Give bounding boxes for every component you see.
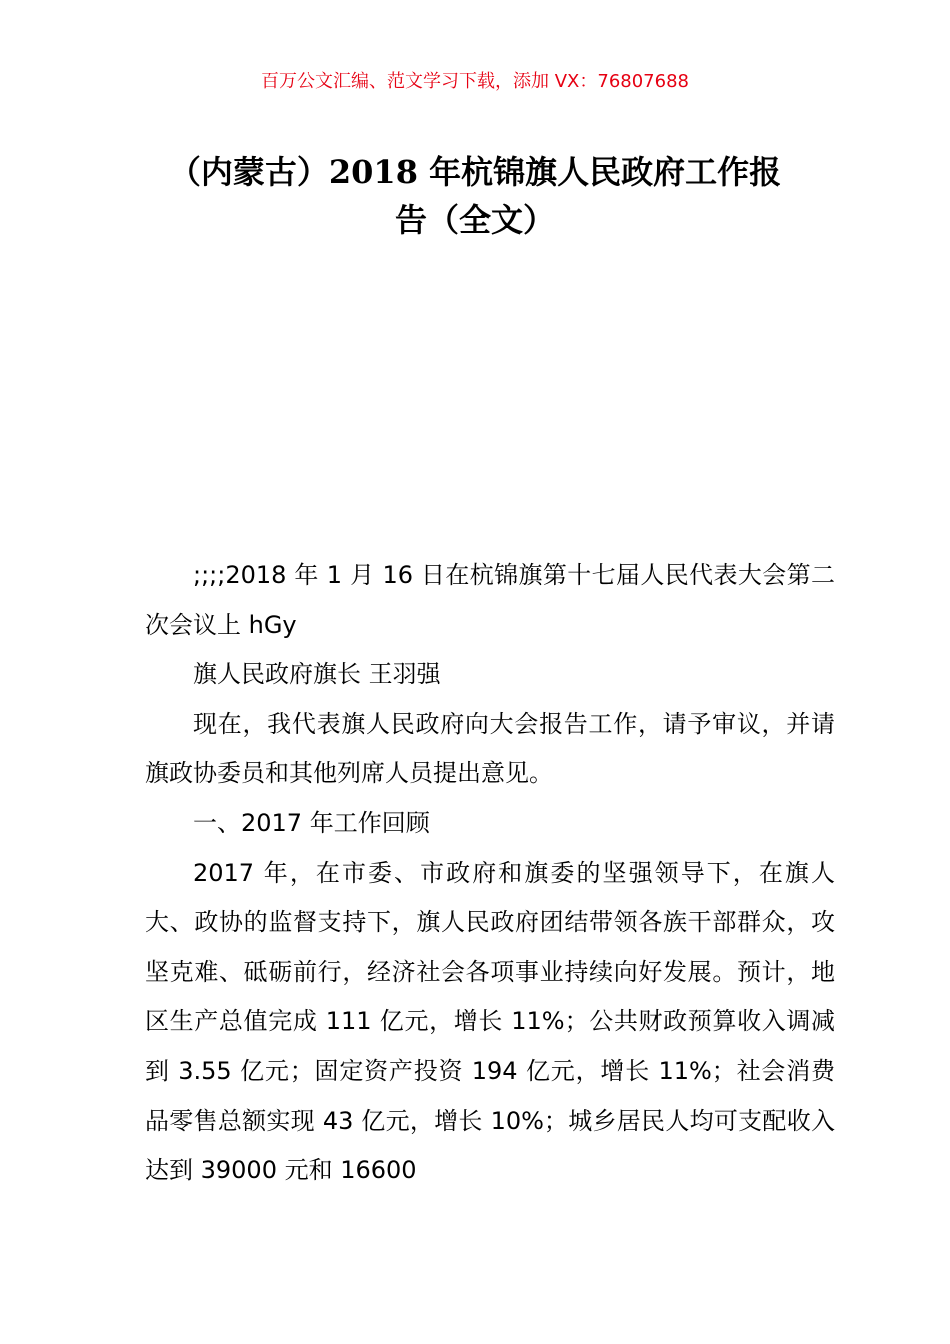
- intro-paragraph: 现在，我代表旗人民政府向大会报告工作，请予审议，并请旗政协委员和其他列席人员提出意见。: [145, 709, 835, 788]
- section-heading: 一、2017 年工作回顾: [193, 808, 430, 837]
- title-line-1: （内蒙古）2018 年杭锦旗人民政府工作报: [168, 153, 782, 191]
- meeting-info-paragraph: ;;;;2018 年 1 月 16 日在杭锦旗第十七届人民代表大会第二次会议上 hGy: [145, 561, 835, 639]
- speaker-line: 旗人民政府旗长 王羽强: [193, 660, 441, 689]
- document-body: [145, 551, 835, 1196]
- document-title: [120, 148, 830, 244]
- watermark-banner: 百万公文汇编、范文学习下载，添加 VX：76807688: [261, 71, 689, 92]
- review-paragraph: 2017 年，在市委、市政府和旗委的坚强领导下，在旗人大、政协的监督支持下，旗人民政府团结带领各族干部群众，攻坚克难、砥砺前行，经济社会各项事业持续向好发展。预计，地区生产总值完成 111 亿元，增长 11%；公共财政预算收入调减到 3.55 亿元；固定资产投资 194 亿元，增长 11%；社会消费品零售总额实现 43 亿元，增长 10%；城乡居民人均可支配收入达到 39000 元和 16600: [145, 858, 835, 1185]
- title-line-2: 告（全文）: [394, 201, 555, 239]
